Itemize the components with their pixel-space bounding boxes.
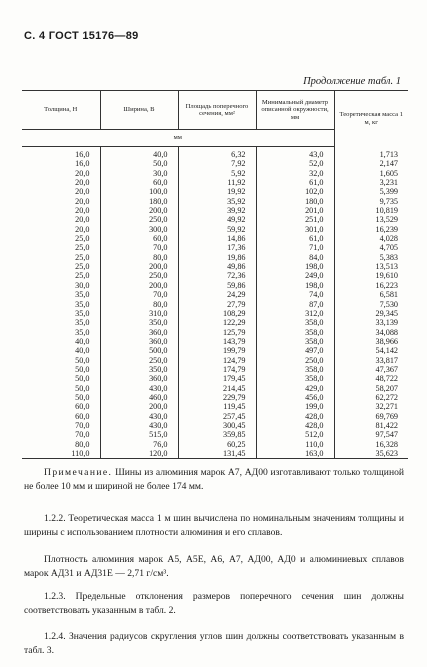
table-cell: 49,86 xyxy=(178,262,256,271)
table-cell: 250,0 xyxy=(100,215,178,224)
table-cell: 60,0 xyxy=(100,178,178,187)
header-width: Ширина, B xyxy=(100,91,178,130)
table-cell: 180,0 xyxy=(100,197,178,206)
table-cell: 49,92 xyxy=(178,215,256,224)
table-cell: 122,29 xyxy=(178,318,256,327)
table-cell: 100,0 xyxy=(100,187,178,196)
table-cell: 35,623 xyxy=(334,449,408,459)
table-cell: 20,0 xyxy=(22,206,100,215)
table-row xyxy=(22,253,408,262)
table-cell: 32,271 xyxy=(334,402,408,411)
table-cell: 358,0 xyxy=(256,328,334,337)
table-row xyxy=(22,290,408,299)
table-body xyxy=(22,147,408,459)
table-cell: 360,0 xyxy=(100,337,178,346)
table-cell: 32,0 xyxy=(256,169,334,178)
table-cell: 4,028 xyxy=(334,234,408,243)
table-cell: 124,79 xyxy=(178,356,256,365)
table-cell: 358,0 xyxy=(256,318,334,327)
table-cell: 300,45 xyxy=(178,421,256,430)
table-cell: 4,705 xyxy=(334,243,408,252)
table-cell: 257,45 xyxy=(178,412,256,421)
table-cell: 200,0 xyxy=(100,281,178,290)
table-row xyxy=(22,430,408,439)
table-cell: 61,0 xyxy=(256,234,334,243)
table-cell: 7,530 xyxy=(334,300,408,309)
table-cell: 229,79 xyxy=(178,393,256,402)
table-cell: 60,25 xyxy=(178,440,256,449)
table-cell: 251,0 xyxy=(256,215,334,224)
table-cell: 25,0 xyxy=(22,243,100,252)
table-row xyxy=(22,421,408,430)
table-cell: 16,0 xyxy=(22,159,100,168)
table-cell: 20,0 xyxy=(22,187,100,196)
table-row xyxy=(22,234,408,243)
table-cell: 81,422 xyxy=(334,421,408,430)
table-cell: 179,45 xyxy=(178,374,256,383)
table-cell: 50,0 xyxy=(22,384,100,393)
table-cell: 3,231 xyxy=(334,178,408,187)
table-cell: 13,513 xyxy=(334,262,408,271)
table-cell: 71,0 xyxy=(256,243,334,252)
table-row xyxy=(22,356,408,365)
table-cell: 358,0 xyxy=(256,365,334,374)
table-cell: 108,29 xyxy=(178,309,256,318)
table-cell: 80,0 xyxy=(22,440,100,449)
table-cell: 250,0 xyxy=(100,271,178,280)
table-row xyxy=(22,412,408,421)
table-cell: 20,0 xyxy=(22,225,100,234)
table-cell: 300,0 xyxy=(100,225,178,234)
table-row xyxy=(22,346,408,355)
table-cell: 430,0 xyxy=(100,412,178,421)
table-cell: 59,86 xyxy=(178,281,256,290)
dimensions-table xyxy=(22,90,408,459)
table-cell: 1,713 xyxy=(334,147,408,160)
table-cell: 50,0 xyxy=(100,159,178,168)
header-thickness: Толщина, H xyxy=(22,91,100,130)
table-cell: 200,0 xyxy=(100,262,178,271)
table-cell: 60,0 xyxy=(22,412,100,421)
table-cell: 201,0 xyxy=(256,206,334,215)
table-cell: 27,79 xyxy=(178,300,256,309)
table-cell: 5,383 xyxy=(334,253,408,262)
table-row xyxy=(22,215,408,224)
table-cell: 17,36 xyxy=(178,243,256,252)
table-cell: 125,79 xyxy=(178,328,256,337)
table-cell: 200,0 xyxy=(100,206,178,215)
table-cell: 72,36 xyxy=(178,271,256,280)
table-cell: 70,0 xyxy=(100,243,178,252)
table-cell: 310,0 xyxy=(100,309,178,318)
table-row xyxy=(22,271,408,280)
table-cell: 119,45 xyxy=(178,402,256,411)
header-unit-mm: мм xyxy=(22,130,334,147)
paragraph-density: Плотность алюминия марок А5, А5Е, А6, А7, АД00, АД0 и алюминиевых сплавов марок АД31 и АД31Е — 2,71 г/см³. xyxy=(24,554,404,579)
table-cell: 39,92 xyxy=(178,206,256,215)
table-row xyxy=(22,187,408,196)
table-cell: 50,0 xyxy=(22,393,100,402)
table-cell: 33,817 xyxy=(334,356,408,365)
table-cell: 62,272 xyxy=(334,393,408,402)
paragraph-1-2-2: 1.2.2. Теоретическая масса 1 м шин вычислена по номинальным значениям толщины и ширины с использованием плотности алюминия и его сплавов. xyxy=(24,513,404,538)
table-cell: 54,142 xyxy=(334,346,408,355)
table-cell: 110,0 xyxy=(256,440,334,449)
table-cell: 200,0 xyxy=(100,402,178,411)
table-cell: 9,735 xyxy=(334,197,408,206)
table-cell: 16,239 xyxy=(334,225,408,234)
table-row xyxy=(22,402,408,411)
table-cell: 58,207 xyxy=(334,384,408,393)
table-cell: 2,147 xyxy=(334,159,408,168)
table-cell: 20,0 xyxy=(22,178,100,187)
table-cell: 19,610 xyxy=(334,271,408,280)
table-row xyxy=(22,328,408,337)
table-cell: 199,79 xyxy=(178,346,256,355)
table-cell: 48,722 xyxy=(334,374,408,383)
table-cell: 97,547 xyxy=(334,430,408,439)
table-cell: 360,0 xyxy=(100,328,178,337)
table-cell: 102,0 xyxy=(256,187,334,196)
table-cell: 359,85 xyxy=(178,430,256,439)
table-cell: 5,399 xyxy=(334,187,408,196)
header-mass: Теоретическая масса 1 м, кг xyxy=(334,91,408,147)
table-row xyxy=(22,449,408,459)
table-cell: 35,0 xyxy=(22,309,100,318)
table-cell: 456,0 xyxy=(256,393,334,402)
table-cell: 512,0 xyxy=(256,430,334,439)
paragraph-1-2-4: 1.2.4. Значения радиусов скругления углов шин должны соответствовать указанным в табл. 3. xyxy=(24,631,404,656)
table-cell: 5,92 xyxy=(178,169,256,178)
table-cell: 60,0 xyxy=(22,402,100,411)
table-row xyxy=(22,374,408,383)
table-cell: 131,45 xyxy=(178,449,256,459)
table-cell: 35,0 xyxy=(22,290,100,299)
table-cell: 19,92 xyxy=(178,187,256,196)
table-cell: 61,0 xyxy=(256,178,334,187)
table-row xyxy=(22,159,408,168)
table-cell: 25,0 xyxy=(22,271,100,280)
table-cell: 515,0 xyxy=(100,430,178,439)
table-cell: 250,0 xyxy=(100,356,178,365)
table-row xyxy=(22,300,408,309)
table-cell: 38,966 xyxy=(334,337,408,346)
table-cell: 180,0 xyxy=(256,197,334,206)
table-row xyxy=(22,225,408,234)
table-row xyxy=(22,365,408,374)
table-row xyxy=(22,440,408,449)
table-cell: 40,0 xyxy=(22,337,100,346)
table-cell: 25,0 xyxy=(22,262,100,271)
table-cell: 24,29 xyxy=(178,290,256,299)
table-cell: 52,0 xyxy=(256,159,334,168)
table-cell: 430,0 xyxy=(100,421,178,430)
table-cell: 120,0 xyxy=(100,449,178,459)
table-cell: 84,0 xyxy=(256,253,334,262)
table-cell: 35,0 xyxy=(22,300,100,309)
table-cell: 40,0 xyxy=(100,147,178,160)
table-note xyxy=(24,466,404,493)
table-cell: 34,088 xyxy=(334,328,408,337)
table-cell: 500,0 xyxy=(100,346,178,355)
table-cell: 19,86 xyxy=(178,253,256,262)
table-cell: 358,0 xyxy=(256,374,334,383)
table-cell: 312,0 xyxy=(256,309,334,318)
table-row xyxy=(22,337,408,346)
header-diameter: Минимальный диаметр описанной окружности, мм xyxy=(256,91,334,130)
table-cell: 143,79 xyxy=(178,337,256,346)
table-cell: 460,0 xyxy=(100,393,178,402)
paragraph-1-2-3: 1.2.3. Предельные отклонения размеров поперечного сечения шин должны соответствовать указанным в табл. 2. xyxy=(24,591,404,616)
note-text: Шины из алюминия марок А7, АД00 изготавливают только толщиной не более 10 мм и шириной не более 174 мм. xyxy=(24,467,405,492)
table-row xyxy=(22,178,408,187)
table-row xyxy=(22,262,408,271)
table-cell: 497,0 xyxy=(256,346,334,355)
table-cell: 50,0 xyxy=(22,356,100,365)
table-cell: 40,0 xyxy=(22,346,100,355)
table-cell: 69,769 xyxy=(334,412,408,421)
table-row xyxy=(22,281,408,290)
table-cell: 430,0 xyxy=(100,384,178,393)
table-cell: 350,0 xyxy=(100,365,178,374)
table-row xyxy=(22,309,408,318)
table-cell: 16,223 xyxy=(334,281,408,290)
table-cell: 33,139 xyxy=(334,318,408,327)
table-cell: 174,79 xyxy=(178,365,256,374)
table-cell: 47,367 xyxy=(334,365,408,374)
table-cell: 428,0 xyxy=(256,421,334,430)
table-row xyxy=(22,318,408,327)
table-row xyxy=(22,243,408,252)
table-cell: 60,0 xyxy=(100,234,178,243)
table-cell: 16,328 xyxy=(334,440,408,449)
table-cell: 13,529 xyxy=(334,215,408,224)
table-cell: 6,581 xyxy=(334,290,408,299)
table-cell: 25,0 xyxy=(22,253,100,262)
table-cell: 43,0 xyxy=(256,147,334,160)
table-cell: 428,0 xyxy=(256,412,334,421)
table-cell: 20,0 xyxy=(22,215,100,224)
table-cell: 199,0 xyxy=(256,402,334,411)
table-cell: 70,0 xyxy=(22,430,100,439)
table-cell: 25,0 xyxy=(22,234,100,243)
table-cell: 198,0 xyxy=(256,262,334,271)
table-cell: 70,0 xyxy=(100,290,178,299)
table-cell: 6,32 xyxy=(178,147,256,160)
table-cell: 87,0 xyxy=(256,300,334,309)
table-cell: 214,45 xyxy=(178,384,256,393)
table-cell: 16,0 xyxy=(22,147,100,160)
table-cell: 14,86 xyxy=(178,234,256,243)
table-cell: 20,0 xyxy=(22,169,100,178)
table-cell: 35,0 xyxy=(22,328,100,337)
table-row xyxy=(22,169,408,178)
table-cell: 360,0 xyxy=(100,374,178,383)
table-continuation-label: Продолжение табл. 1 xyxy=(303,76,401,87)
table-cell: 30,0 xyxy=(100,169,178,178)
table-row xyxy=(22,147,408,160)
table-cell: 10,819 xyxy=(334,206,408,215)
table-cell: 20,0 xyxy=(22,197,100,206)
table-cell: 429,0 xyxy=(256,384,334,393)
table-cell: 50,0 xyxy=(22,365,100,374)
table-cell: 76,0 xyxy=(100,440,178,449)
table-cell: 70,0 xyxy=(22,421,100,430)
table-cell: 358,0 xyxy=(256,337,334,346)
table-cell: 163,0 xyxy=(256,449,334,459)
table-cell: 110,0 xyxy=(22,449,100,459)
table-cell: 30,0 xyxy=(22,281,100,290)
page-header: С. 4 ГОСТ 15176—89 xyxy=(24,30,139,42)
table-cell: 7,92 xyxy=(178,159,256,168)
table-row xyxy=(22,393,408,402)
table-cell: 301,0 xyxy=(256,225,334,234)
note-label: Примечание. xyxy=(44,467,113,478)
table-cell: 29,345 xyxy=(334,309,408,318)
header-area: Площадь поперечного сечения, мм² xyxy=(178,91,256,130)
table-row xyxy=(22,384,408,393)
table-cell: 1,605 xyxy=(334,169,408,178)
table-cell: 80,0 xyxy=(100,300,178,309)
table-cell: 80,0 xyxy=(100,253,178,262)
table-cell: 198,0 xyxy=(256,281,334,290)
table-cell: 74,0 xyxy=(256,290,334,299)
table-cell: 35,92 xyxy=(178,197,256,206)
table-cell: 59,92 xyxy=(178,225,256,234)
table-cell: 249,0 xyxy=(256,271,334,280)
table-cell: 350,0 xyxy=(100,318,178,327)
table-row xyxy=(22,206,408,215)
table-cell: 250,0 xyxy=(256,356,334,365)
table-cell: 50,0 xyxy=(22,374,100,383)
table-row xyxy=(22,197,408,206)
table-cell: 35,0 xyxy=(22,318,100,327)
table-cell: 11,92 xyxy=(178,178,256,187)
